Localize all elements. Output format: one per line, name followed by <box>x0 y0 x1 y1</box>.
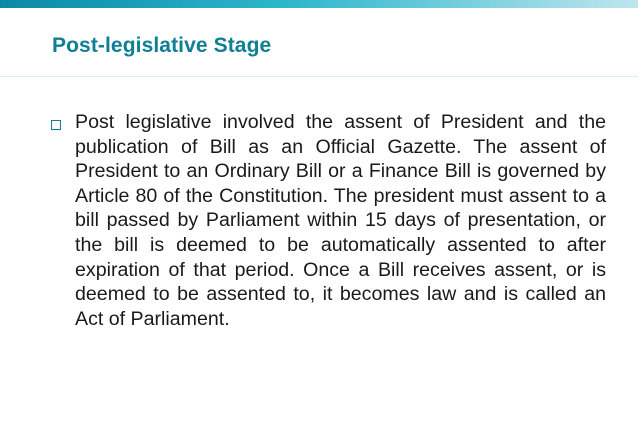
slide-title: Post-legislative Stage <box>52 34 272 57</box>
top-accent-bar <box>0 0 638 8</box>
bullet-text: Post legislative involved the assent of President and the publication of Bill as an Official Gazette. The assent of President to an Ordinary Bill or a Finance Bill is governed by Article 80 of the Constitution. The president must assent to a bill passed by Parliament within 15 days of presentation, or the bill is deemed to be automatically assented to after expiration of that period. Once a Bill receives assent, or is deemed to be assented to, it becomes law and is called an Act of Parliament. <box>75 111 606 330</box>
square-bullet-icon <box>51 120 61 130</box>
title-divider <box>0 76 638 77</box>
